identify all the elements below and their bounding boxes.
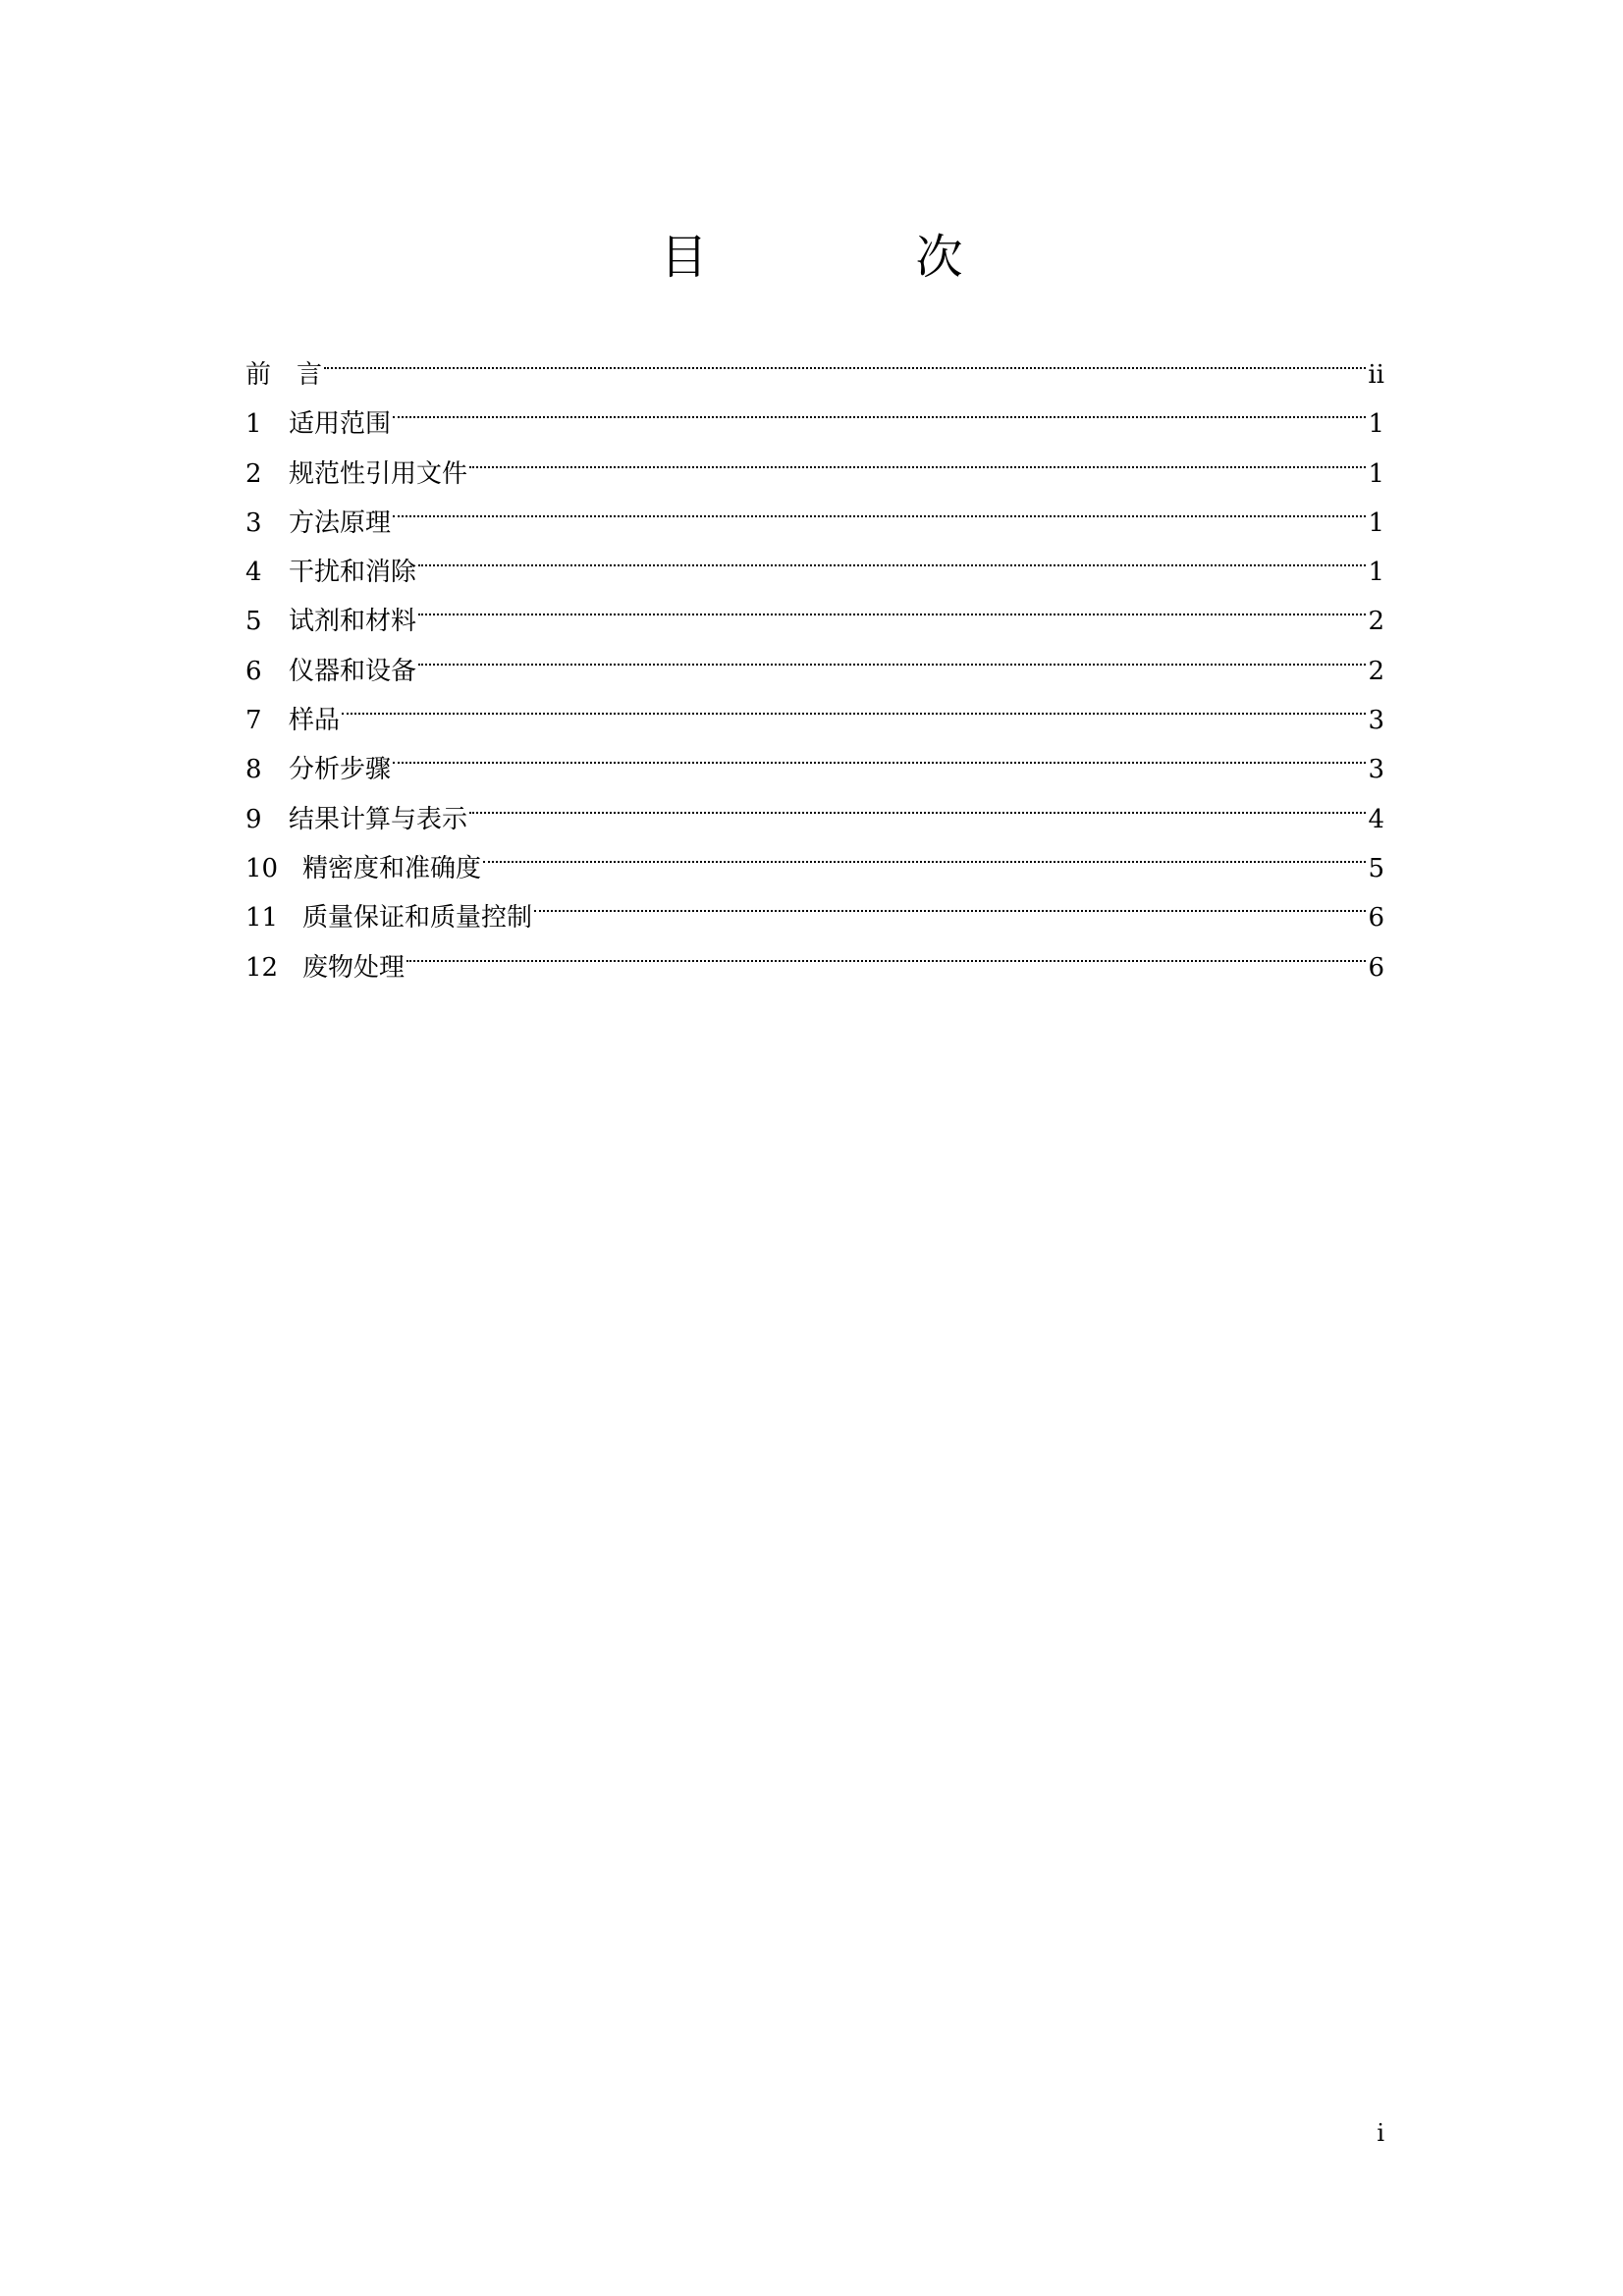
toc-entry-number: 10 bbox=[245, 853, 279, 883]
toc-entry-number: 5 bbox=[245, 607, 262, 637]
toc-entry-label: 规范性引用文件 bbox=[289, 458, 468, 489]
toc-entry-number: 4 bbox=[245, 558, 262, 588]
toc-entry-number: 12 bbox=[245, 952, 279, 983]
toc-entry-page: 6 bbox=[1368, 952, 1384, 983]
toc-entry-2[interactable] bbox=[245, 433, 1384, 489]
toc-dot-leader bbox=[393, 383, 1366, 432]
toc-dot-leader bbox=[324, 334, 1366, 383]
toc-dot-leader bbox=[534, 877, 1366, 926]
toc-dot-leader bbox=[469, 433, 1366, 482]
toc-entry-label: 仪器和设备 bbox=[289, 656, 417, 686]
toc-entry-number: 11 bbox=[245, 903, 279, 934]
toc-entry-page: 3 bbox=[1368, 706, 1384, 736]
toc-entry-label: 前 言 bbox=[245, 360, 323, 390]
toc-entry-page: ii bbox=[1368, 360, 1384, 390]
toc-entry-label: 精密度和准确度 bbox=[302, 853, 482, 883]
toc-dot-leader bbox=[483, 828, 1366, 877]
toc-entry-4[interactable] bbox=[245, 531, 1384, 588]
toc-entry-label: 试剂和材料 bbox=[289, 607, 417, 637]
toc-entry-number: 9 bbox=[245, 804, 262, 834]
toc-entry-8[interactable] bbox=[245, 728, 1384, 785]
toc-entry-page: 2 bbox=[1368, 656, 1384, 686]
toc-entry-1[interactable] bbox=[245, 383, 1384, 440]
page-number: i bbox=[1377, 2119, 1384, 2147]
toc-entry-page: 2 bbox=[1368, 607, 1384, 637]
toc-dot-leader bbox=[418, 531, 1366, 580]
toc-entry-label: 干扰和消除 bbox=[289, 558, 417, 588]
toc-entry-label: 质量保证和质量控制 bbox=[302, 903, 533, 934]
toc-entry-page: 4 bbox=[1368, 804, 1384, 834]
toc-entry-number: 2 bbox=[245, 458, 262, 489]
toc-entry-label: 方法原理 bbox=[289, 507, 392, 538]
toc-dot-leader bbox=[393, 482, 1366, 531]
toc-entry-label: 废物处理 bbox=[302, 952, 406, 983]
toc-entry-page: 3 bbox=[1368, 755, 1384, 785]
toc-dot-leader bbox=[418, 630, 1366, 679]
toc-entry-page: 1 bbox=[1368, 558, 1384, 588]
toc-entry-label: 结果计算与表示 bbox=[289, 804, 468, 834]
toc-entry-9[interactable] bbox=[245, 778, 1384, 834]
table-of-contents bbox=[245, 334, 1384, 983]
toc-entry-page: 1 bbox=[1368, 458, 1384, 489]
toc-dot-leader bbox=[469, 778, 1366, 828]
toc-entry-3[interactable] bbox=[245, 482, 1384, 538]
toc-entry-label: 样品 bbox=[289, 706, 341, 736]
toc-entry-number: 1 bbox=[245, 409, 262, 440]
toc-entry-page: 6 bbox=[1368, 903, 1384, 934]
toc-entry-label: 适用范围 bbox=[289, 409, 392, 440]
toc-entry-12[interactable] bbox=[245, 927, 1384, 983]
toc-entry-number: 7 bbox=[245, 706, 262, 736]
toc-entry-7[interactable] bbox=[245, 679, 1384, 736]
toc-dot-leader bbox=[418, 580, 1366, 629]
page-title: 目 次 bbox=[660, 230, 1044, 285]
toc-entry-number: 8 bbox=[245, 755, 262, 785]
toc-entry-page: 1 bbox=[1368, 507, 1384, 538]
toc-entry-number: 6 bbox=[245, 656, 262, 686]
toc-dot-leader bbox=[406, 927, 1366, 976]
toc-entry-number: 3 bbox=[245, 507, 262, 538]
toc-entry-preface[interactable] bbox=[245, 334, 1384, 390]
toc-entry-page: 1 bbox=[1368, 409, 1384, 440]
toc-dot-leader bbox=[393, 728, 1366, 777]
toc-entry-page: 5 bbox=[1368, 853, 1384, 883]
toc-entry-label: 分析步骤 bbox=[289, 755, 392, 785]
toc-dot-leader bbox=[342, 679, 1366, 728]
